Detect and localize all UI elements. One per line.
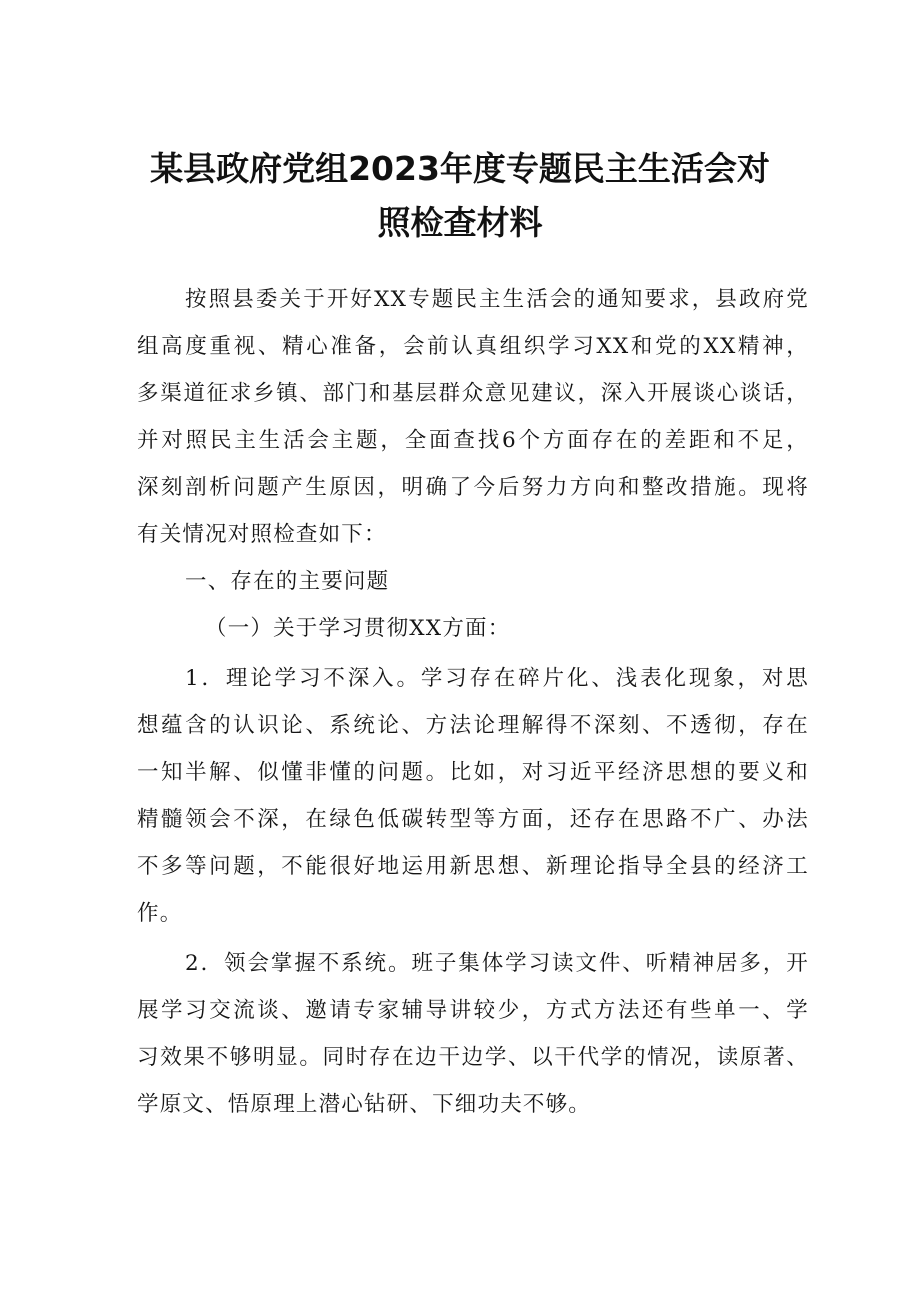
paragraph-intro-line: 组高度重视、精心准备，会前认真组织学习XX和党的XX精神， [137,334,809,359]
item-2-line: 习效果不够明显。同时存在边干边学、以干代学的情况，读原著、 [137,1045,809,1070]
subsection-heading: （一）关于学习贯彻XX方面： [205,616,511,641]
paragraph-intro-line: 有关情况对照检查如下： [137,522,387,547]
section-heading: 一、存在的主要问题 [185,569,390,594]
item-1-line: 想蕴含的认识论、系统论、方法论理解得不深刻、不透彻，存在 [137,713,809,738]
item-1-line: 精髓领会不深，在绿色低碳转型等方面，还存在思路不广、办法 [137,807,809,832]
item-2-line: 学原文、悟原理上潜心钻研、下细功夫不够。 [137,1092,592,1117]
item-2-line: 展学习交流谈、邀请专家辅导讲较少，方式方法还有些单一、学 [137,998,809,1023]
item-1-line: 1．理论学习不深入。学习存在碎片化、浅表化现象，对思 [185,666,809,691]
paragraph-intro-line: 多渠道征求乡镇、部门和基层群众意见建议，深入开展谈心谈话， [137,381,809,406]
paragraph-intro-line: 并对照民主生活会主题，全面查找6个方面存在的差距和不足， [137,428,809,453]
document-title-line-2: 照检查材料 [377,203,543,242]
document-title-line-1: 某县政府党组2023年度专题民主生活会对 [150,149,770,188]
paragraph-intro-line: 按照县委关于开好XX专题民主生活会的通知要求，县政府党 [185,287,809,312]
item-2-line: 2．领会掌握不系统。班子集体学习读文件、听精神居多，开 [185,951,809,976]
item-1-line: 一知半解、似懂非懂的问题。比如，对习近平经济思想的要义和 [137,760,809,785]
item-1-line: 作。 [137,901,183,926]
paragraph-intro-line: 深刻剖析问题产生原因，明确了今后努力方向和整改措施。现将 [137,475,809,500]
item-1-line: 不多等问题，不能很好地运用新思想、新理论指导全县的经济工 [137,854,809,879]
